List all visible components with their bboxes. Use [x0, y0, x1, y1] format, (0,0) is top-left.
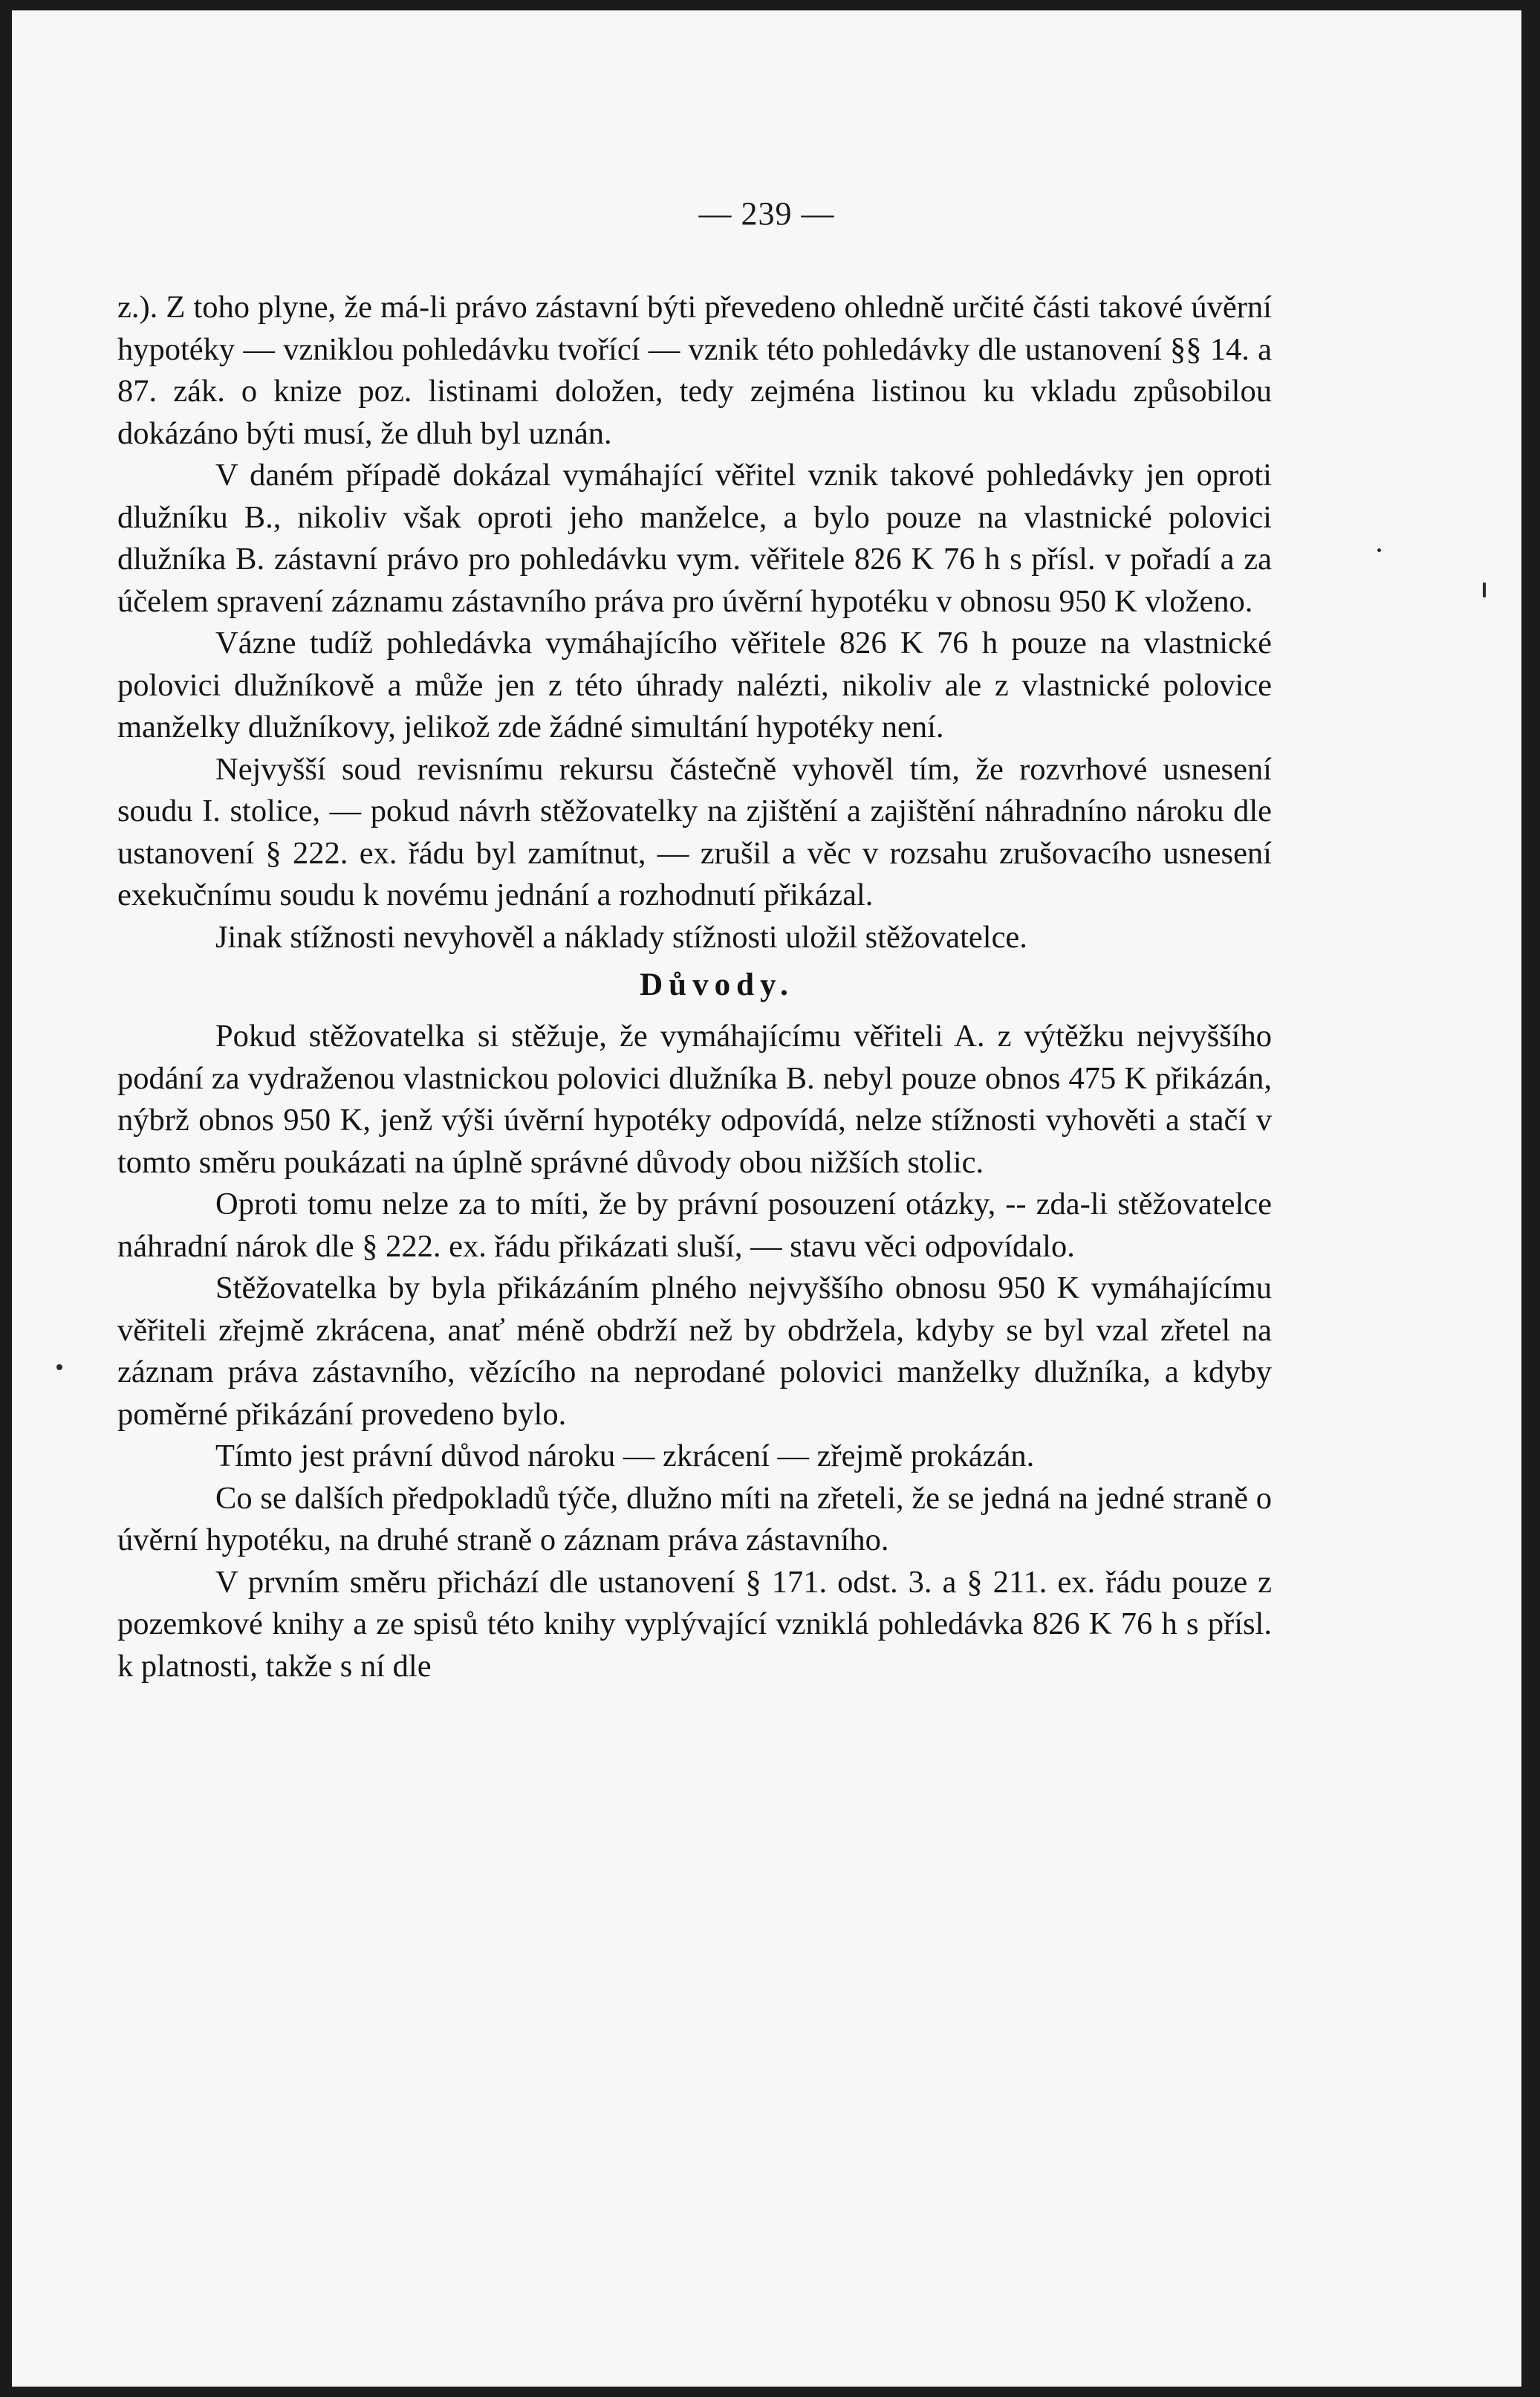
paragraph: Vázne tudíž pohledávka vymáhajícího věřitele 826 K 76 h pouze na vlastnické polovici dlužníkově a může jen z této úhrady nalézti, nikoliv ale z vlastnické polovice manželky dlužníkovy, jelikož zde žádné simultání hypotéky není. — [117, 626, 1272, 745]
paragraph: z.). Z toho plyne, že má-li právo zástavní býti převedeno ohledně určité části takové úvěrní hypotéky — vzniklou pohledávku tvořící — vznik této pohledávky dle ustanovení §§ 14. a 87. zák. o knize poz. listinami doložen, tedy zejména listinou ku vkladu způsobilou dokázáno býti musí, že dluh byl uznán. — [117, 290, 1272, 451]
page-number: — 239 — — [698, 195, 835, 232]
scan-speck — [56, 1364, 62, 1370]
paragraph: V prvním směru přichází dle ustanovení § 171. odst. 3. a § 211. ex. řádu pouze z pozemkové knihy a ze spisů této knihy vyplývající vzniklá pohledávka 826 K 76 h s přísl. k platnosti, takže s ní dle — [117, 1564, 1272, 1684]
scan-speck — [1483, 583, 1486, 597]
paragraph: Oproti tomu nelze za to míti, že by právní posouzení otázky, -- zda-li stěžovatelce náhradní nárok dle § 222. ex. řádu přikázati sluší, — stavu věci odpovídalo. — [117, 1187, 1272, 1264]
document-page — [12, 10, 1521, 2387]
scan-speck — [1377, 548, 1381, 552]
paragraph: V daném případě dokázal vymáhající věřitel vznik takové pohledávky jen oproti dlužníku B., nikoliv však oproti jeho manželce, a bylo pouze na vlastnické polovici dlužníka B. zástavní právo pro pohledávku vym. věřitele 826 K 76 h s přísl. v pořadí a za účelem spravení záznamu zástavního práva pro úvěrní hypotéku v obnosu 950 K vloženo. — [117, 458, 1272, 619]
paragraph: Tímto jest právní důvod nároku — zkrácení — zřejmě prokázán. — [215, 1438, 1035, 1473]
paragraph: Stěžovatelka by byla přikázáním plného nejvyššího obnosu 950 K vymáhajícímu věřiteli zřejmě zkrácena, anať méně obdrží než by obdržela, kdyby se byl vzal zřetel na záznam práva zástavního, vězícího na neprodané polovici manželky dlužníka, a kdyby poměrné přikázání provedeno bylo. — [117, 1271, 1272, 1432]
paragraph: Jinak stížnosti nevyhověl a náklady stížnosti uložil stěžovatelce. — [215, 919, 1027, 955]
paragraph: Co se dalších předpokladů týče, dlužno míti na zřeteli, že se jedná na jedné straně o úvěrní hypotéku, na druhé straně o záznam práva zástavního. — [117, 1480, 1272, 1557]
section-heading: Důvody. — [640, 967, 794, 1002]
paragraph: Nejvyšší soud revisnímu rekursu částečně vyhověl tím, že rozvrhové usnesení soudu I. stolice, — pokud návrh stěžovatelky na zjištění a zajištění náhradníno nároku dle ustanovení § 222. ex. řádu byl zamítnut, — zrušil a věc v rozsahu zrušovacího usnesení exekučnímu soudu k novému jednání a rozhodnutí přikázal. — [117, 751, 1272, 912]
body-text — [117, 287, 1272, 1687]
paragraph: Pokud stěžovatelka si stěžuje, že vymáhajícímu věřiteli A. z výtěžku nejvyššího podání za vydraženou vlastnickou polovici dlužníka B. nebyl pouze obnos 475 K přikázán, nýbrž obnos 950 K, jenž výši úvěrní hypotéky odpovídá, nelze stížnosti vyhověti a stačí v tomto směru poukázati na úplně správné důvody obou nižších stolic. — [117, 1019, 1272, 1180]
